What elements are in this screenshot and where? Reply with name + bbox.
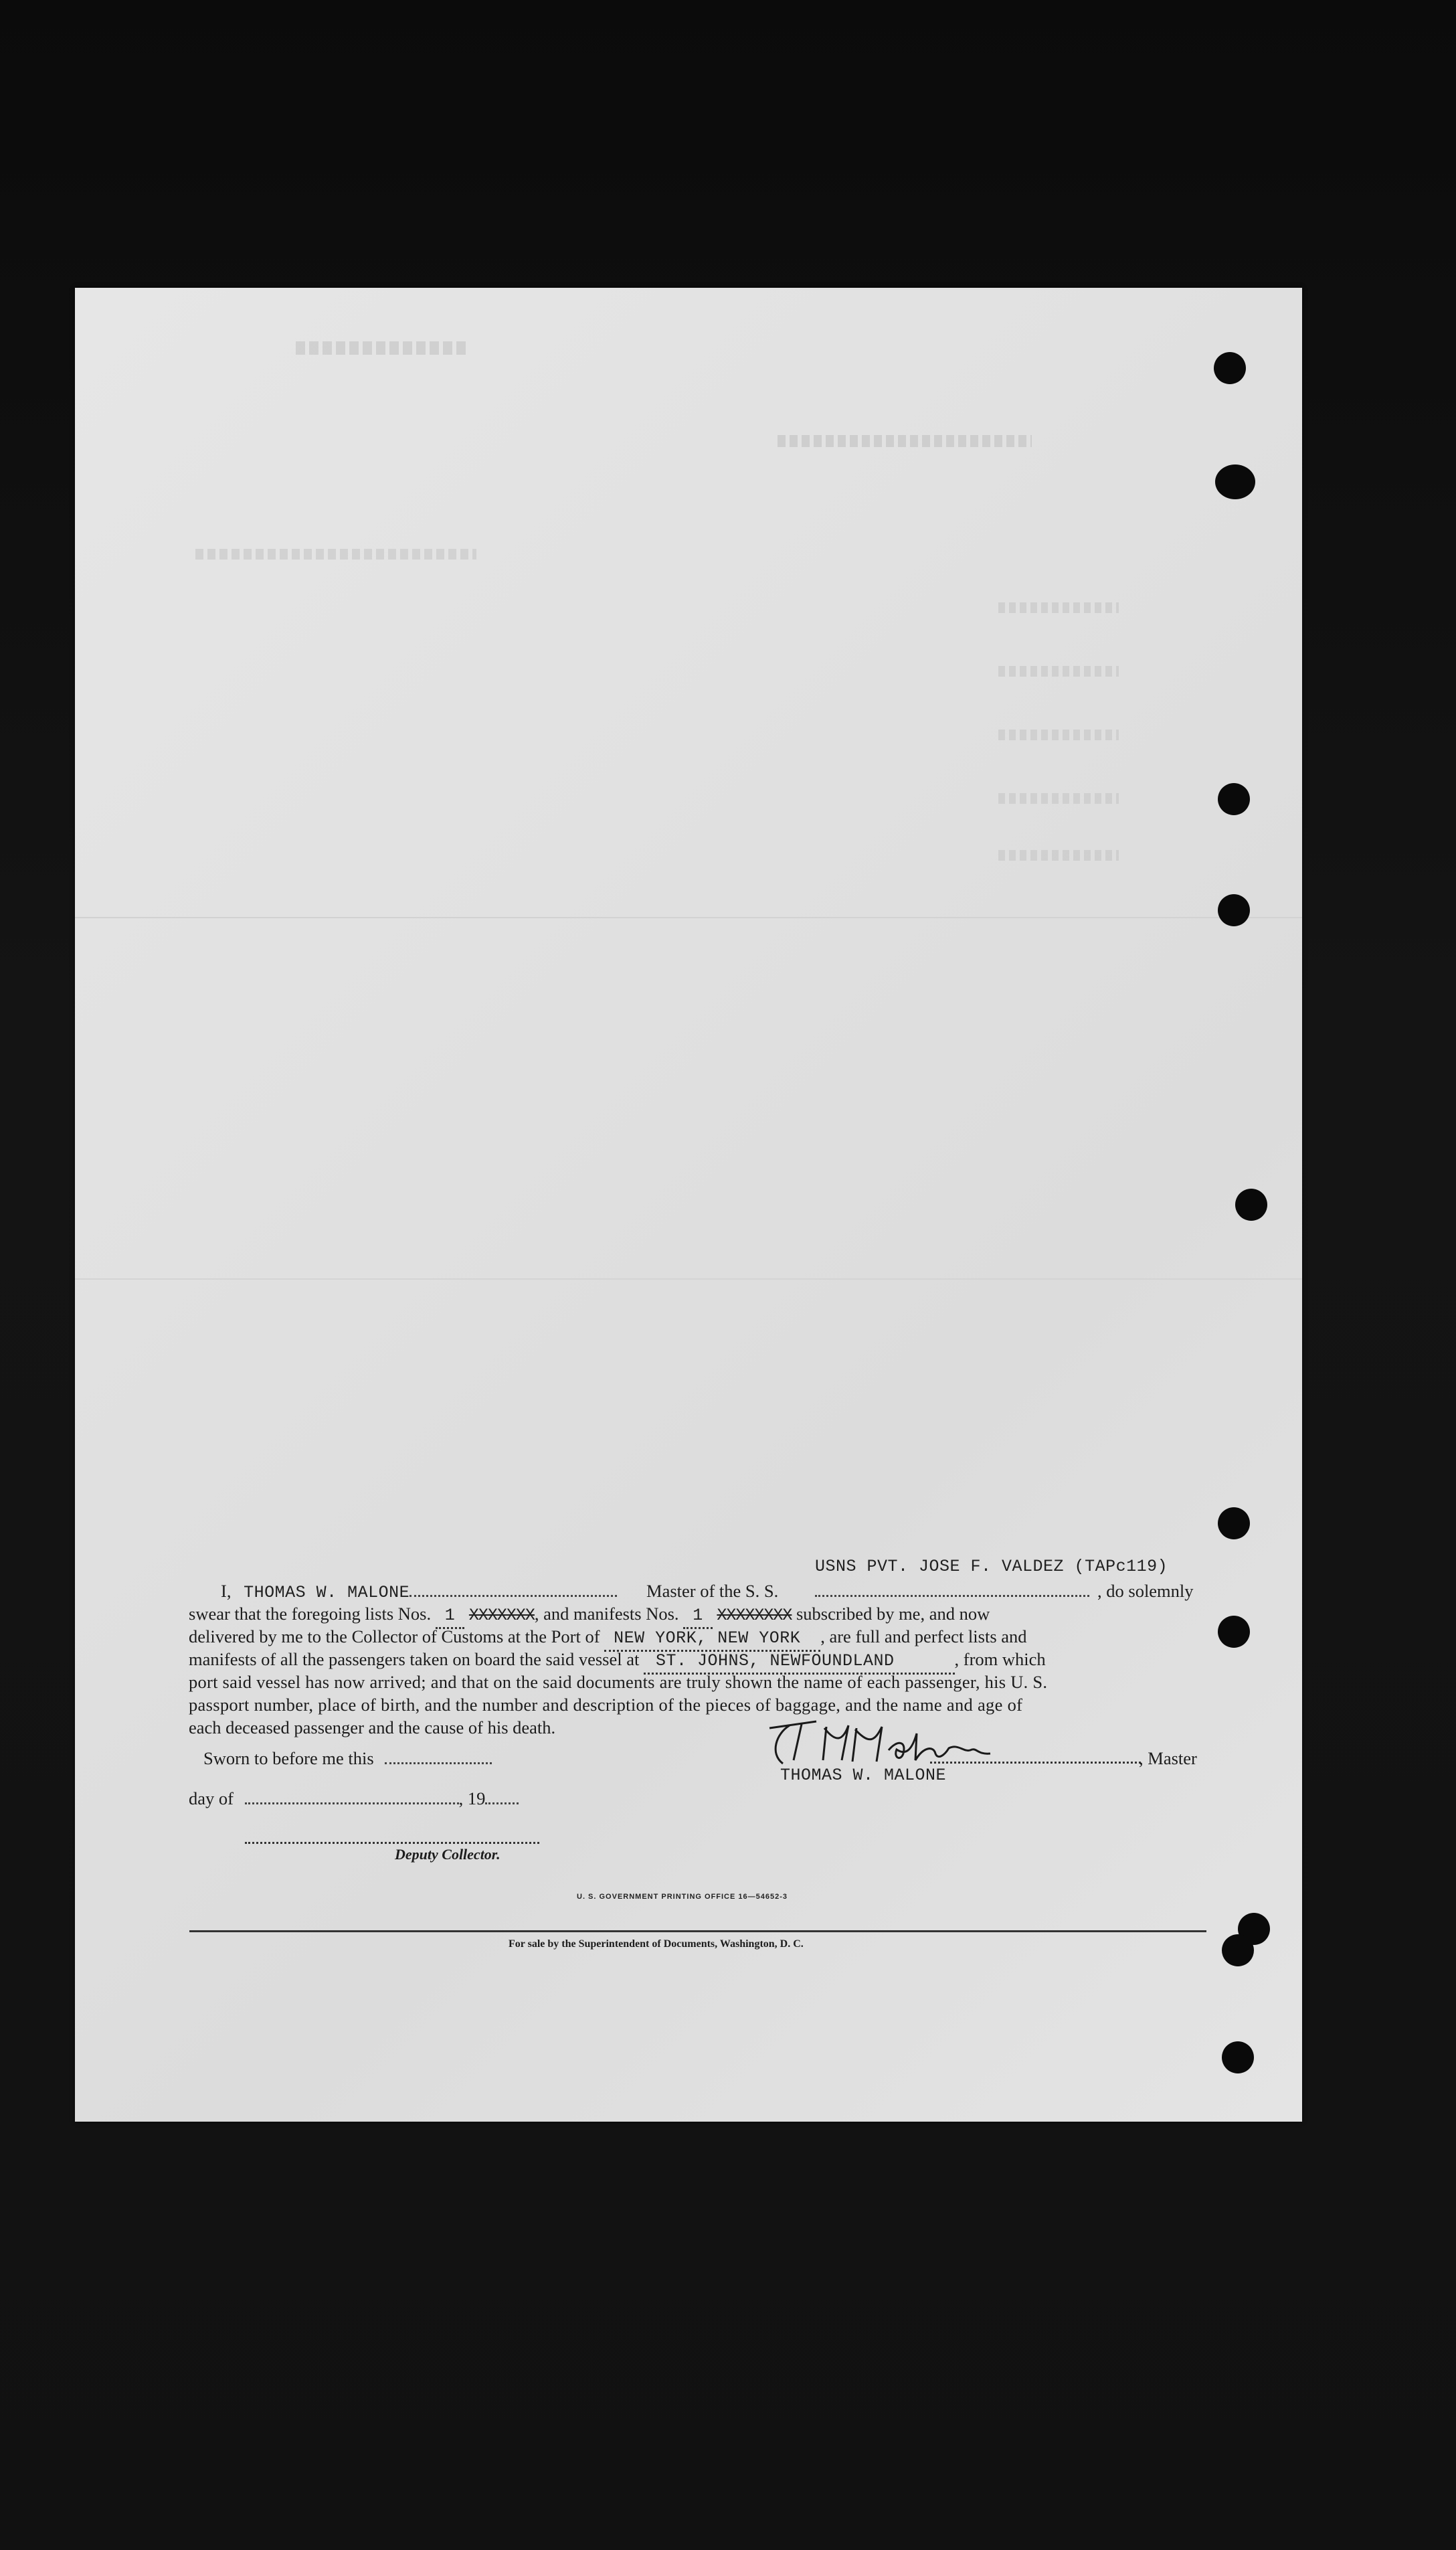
day-label: day of bbox=[189, 1788, 234, 1808]
oath-text: manifests of all the passengers taken on board the said vessel at bbox=[189, 1649, 640, 1669]
signer-typed-name: THOMAS W. MALONE bbox=[780, 1766, 947, 1785]
footer-rule bbox=[189, 1930, 1206, 1932]
fill-line bbox=[385, 1750, 492, 1764]
sworn-label: Sworn to before me this bbox=[203, 1748, 374, 1768]
bleed-through-rule bbox=[75, 1278, 1302, 1280]
oath-text: , from which bbox=[954, 1649, 1046, 1669]
punch-hole bbox=[1214, 352, 1246, 384]
punch-hole bbox=[1222, 1934, 1254, 1966]
oath-text: subscribed by me, and now bbox=[796, 1604, 990, 1624]
punch-hole bbox=[1222, 2041, 1254, 2073]
manifest-number-struck: XXXXXXXX bbox=[717, 1606, 792, 1625]
punch-hole bbox=[1218, 1616, 1250, 1648]
bleed-through-mark bbox=[998, 730, 1119, 740]
vessel-fill bbox=[815, 1580, 1089, 1602]
list-number: 1 bbox=[436, 1604, 465, 1629]
port-typed: NEW YORK, NEW YORK bbox=[604, 1627, 820, 1652]
deputy-collector-label: Deputy Collector. bbox=[395, 1846, 500, 1863]
bleed-through-mark bbox=[778, 435, 1032, 447]
year-prefix: , 19 bbox=[458, 1788, 486, 1808]
fill-line bbox=[245, 1790, 459, 1804]
master-name-typed: THOMAS W. MALONE bbox=[244, 1583, 410, 1602]
oath-line-1 bbox=[221, 1580, 617, 1604]
deputy-signature-line bbox=[245, 1842, 539, 1844]
fill-line bbox=[410, 1583, 617, 1597]
oath-line-6: passport number, place of birth, and the number and description of the pieces of baggage, and the name and age of bbox=[189, 1695, 1023, 1715]
bleed-through-mark bbox=[195, 549, 476, 560]
punch-hole bbox=[1215, 464, 1255, 499]
oath-line-5: port said vessel has now arrived; and that on the said documents are truly shown the name of each passenger, his U. S. bbox=[189, 1672, 1048, 1692]
fill-line bbox=[485, 1790, 519, 1804]
sworn-line bbox=[203, 1747, 492, 1770]
sale-notice: For sale by the Superintendent of Documents, Washington, D. C. bbox=[509, 1938, 804, 1950]
oath-text: , do solemnly bbox=[1097, 1581, 1194, 1601]
oath-text: delivered by me to the Collector of Customs at the Port of bbox=[189, 1626, 600, 1646]
punch-hole bbox=[1235, 1189, 1267, 1221]
embark-port-typed: ST. JOHNS, NEWFOUNDLAND bbox=[644, 1650, 955, 1675]
master-signature bbox=[763, 1713, 1077, 1774]
bleed-through-mark bbox=[998, 666, 1119, 677]
oath-text: swear that the foregoing lists Nos. bbox=[189, 1604, 432, 1624]
oath-text: , and manifests Nos. bbox=[534, 1604, 679, 1624]
bleed-through-mark bbox=[998, 793, 1119, 804]
bleed-through-rule bbox=[75, 917, 1302, 918]
fill-line bbox=[815, 1583, 1089, 1597]
punch-hole bbox=[1218, 894, 1250, 926]
document-page bbox=[75, 288, 1302, 2122]
punch-hole bbox=[1218, 783, 1250, 815]
oath-text: I, bbox=[221, 1581, 232, 1601]
vessel-name: USNS PVT. JOSE F. VALDEZ (TAPc119) bbox=[815, 1557, 1168, 1576]
master-signature-line bbox=[930, 1762, 1141, 1764]
master-label: , Master bbox=[1139, 1748, 1197, 1768]
bleed-through-mark bbox=[998, 602, 1119, 613]
oath-text: Master of the S. S. bbox=[646, 1581, 779, 1601]
manifest-number: 1 bbox=[683, 1604, 713, 1629]
bleed-through-mark bbox=[998, 850, 1119, 861]
bleed-through-mark bbox=[296, 341, 470, 355]
gpo-imprint: U. S. GOVERNMENT PRINTING OFFICE 16—54652-3 bbox=[577, 1893, 788, 1901]
oath-text: , are full and perfect lists and bbox=[820, 1626, 1027, 1646]
list-number-struck: XXXXXXX bbox=[468, 1606, 535, 1625]
punch-hole bbox=[1218, 1507, 1250, 1539]
oath-line-7: each deceased passenger and the cause of his death. bbox=[189, 1717, 556, 1737]
day-line bbox=[189, 1787, 519, 1810]
